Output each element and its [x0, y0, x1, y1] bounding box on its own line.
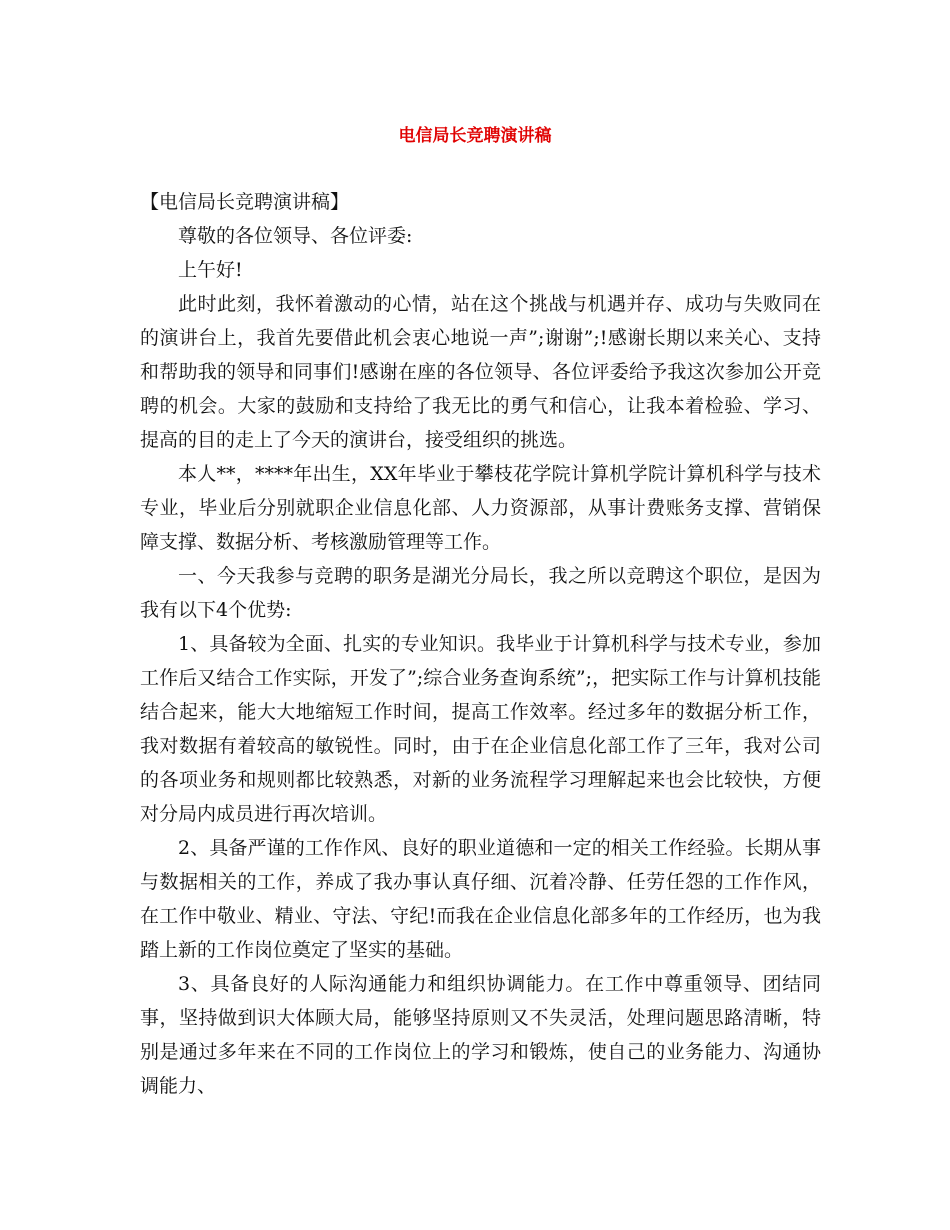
paragraph: 此时此刻，我怀着激动的心情，站在这个挑战与机遇并存、成功与失败同在的演讲台上，我首先要借此机会衷心地说一声”;谢谢”;!感谢长期以来关心、支持和帮助我的领导和同事们!感谢在座的各位领导、各位评委给予我这次参加公开竞聘的机会。大家的鼓励和支持给了我无比的勇气和信心，让我本着检验、学习、提高的目的走上了今天的演讲台，接受组织的挑选。: [140, 293, 821, 451]
paragraph-heading: 【电信局长竞聘演讲稿】: [140, 191, 350, 213]
paragraph: 2、具备严谨的工作作风、良好的职业道德和一定的相关工作经验。长期从事与数据相关的工作，养成了我办事认真仔细、沉着冷静、任劳任怨的工作作风，在工作中敬业、精业、守法、守纪!而我在企业信息化部多年的工作经历，也为我踏上新的工作岗位奠定了坚实的基础。: [140, 837, 821, 961]
document-body: [140, 185, 821, 1103]
paragraph: 3、具备良好的人际沟通能力和组织协调能力。在工作中尊重领导、团结同事，坚持做到识大体顾大局，能够坚持原则又不失灵活，处理问题思路清晰，特别是通过多年来在不同的工作岗位上的学习和锻炼，使自己的业务能力、沟通协调能力、: [140, 973, 821, 1097]
paragraph: 1、具备较为全面、扎实的专业知识。我毕业于计算机科学与技术专业，参加工作后又结合工作实际，开发了”;综合业务查询系统”;，把实际工作与计算机技能结合起来，能大大地缩短工作时间，提高工作效率。经过多年的数据分析工作，我对数据有着较高的敏锐性。同时，由于在企业信息化部工作了三年，我对公司的各项业务和规则都比较熟悉，对新的业务流程学习理解起来也会比较快，方便对分局内成员进行再次培训。: [140, 633, 821, 825]
paragraph: 本人**，****年出生，XX年毕业于攀枝花学院计算机学院计算机科学与技术专业，毕业后分别就职企业信息化部、人力资源部，从事计费账务支撑、营销保障支撑、数据分析、考核激励管理等工作。: [140, 463, 821, 553]
paragraph-salutation: 尊敬的各位领导、各位评委:: [178, 225, 413, 247]
paragraph: 一、今天我参与竞聘的职务是湖光分局长，我之所以竞聘这个职位，是因为我有以下4个优势:: [140, 565, 821, 621]
paragraph-greeting: 上午好!: [178, 259, 243, 281]
document-title: 电信局长竞聘演讲稿: [398, 126, 552, 146]
